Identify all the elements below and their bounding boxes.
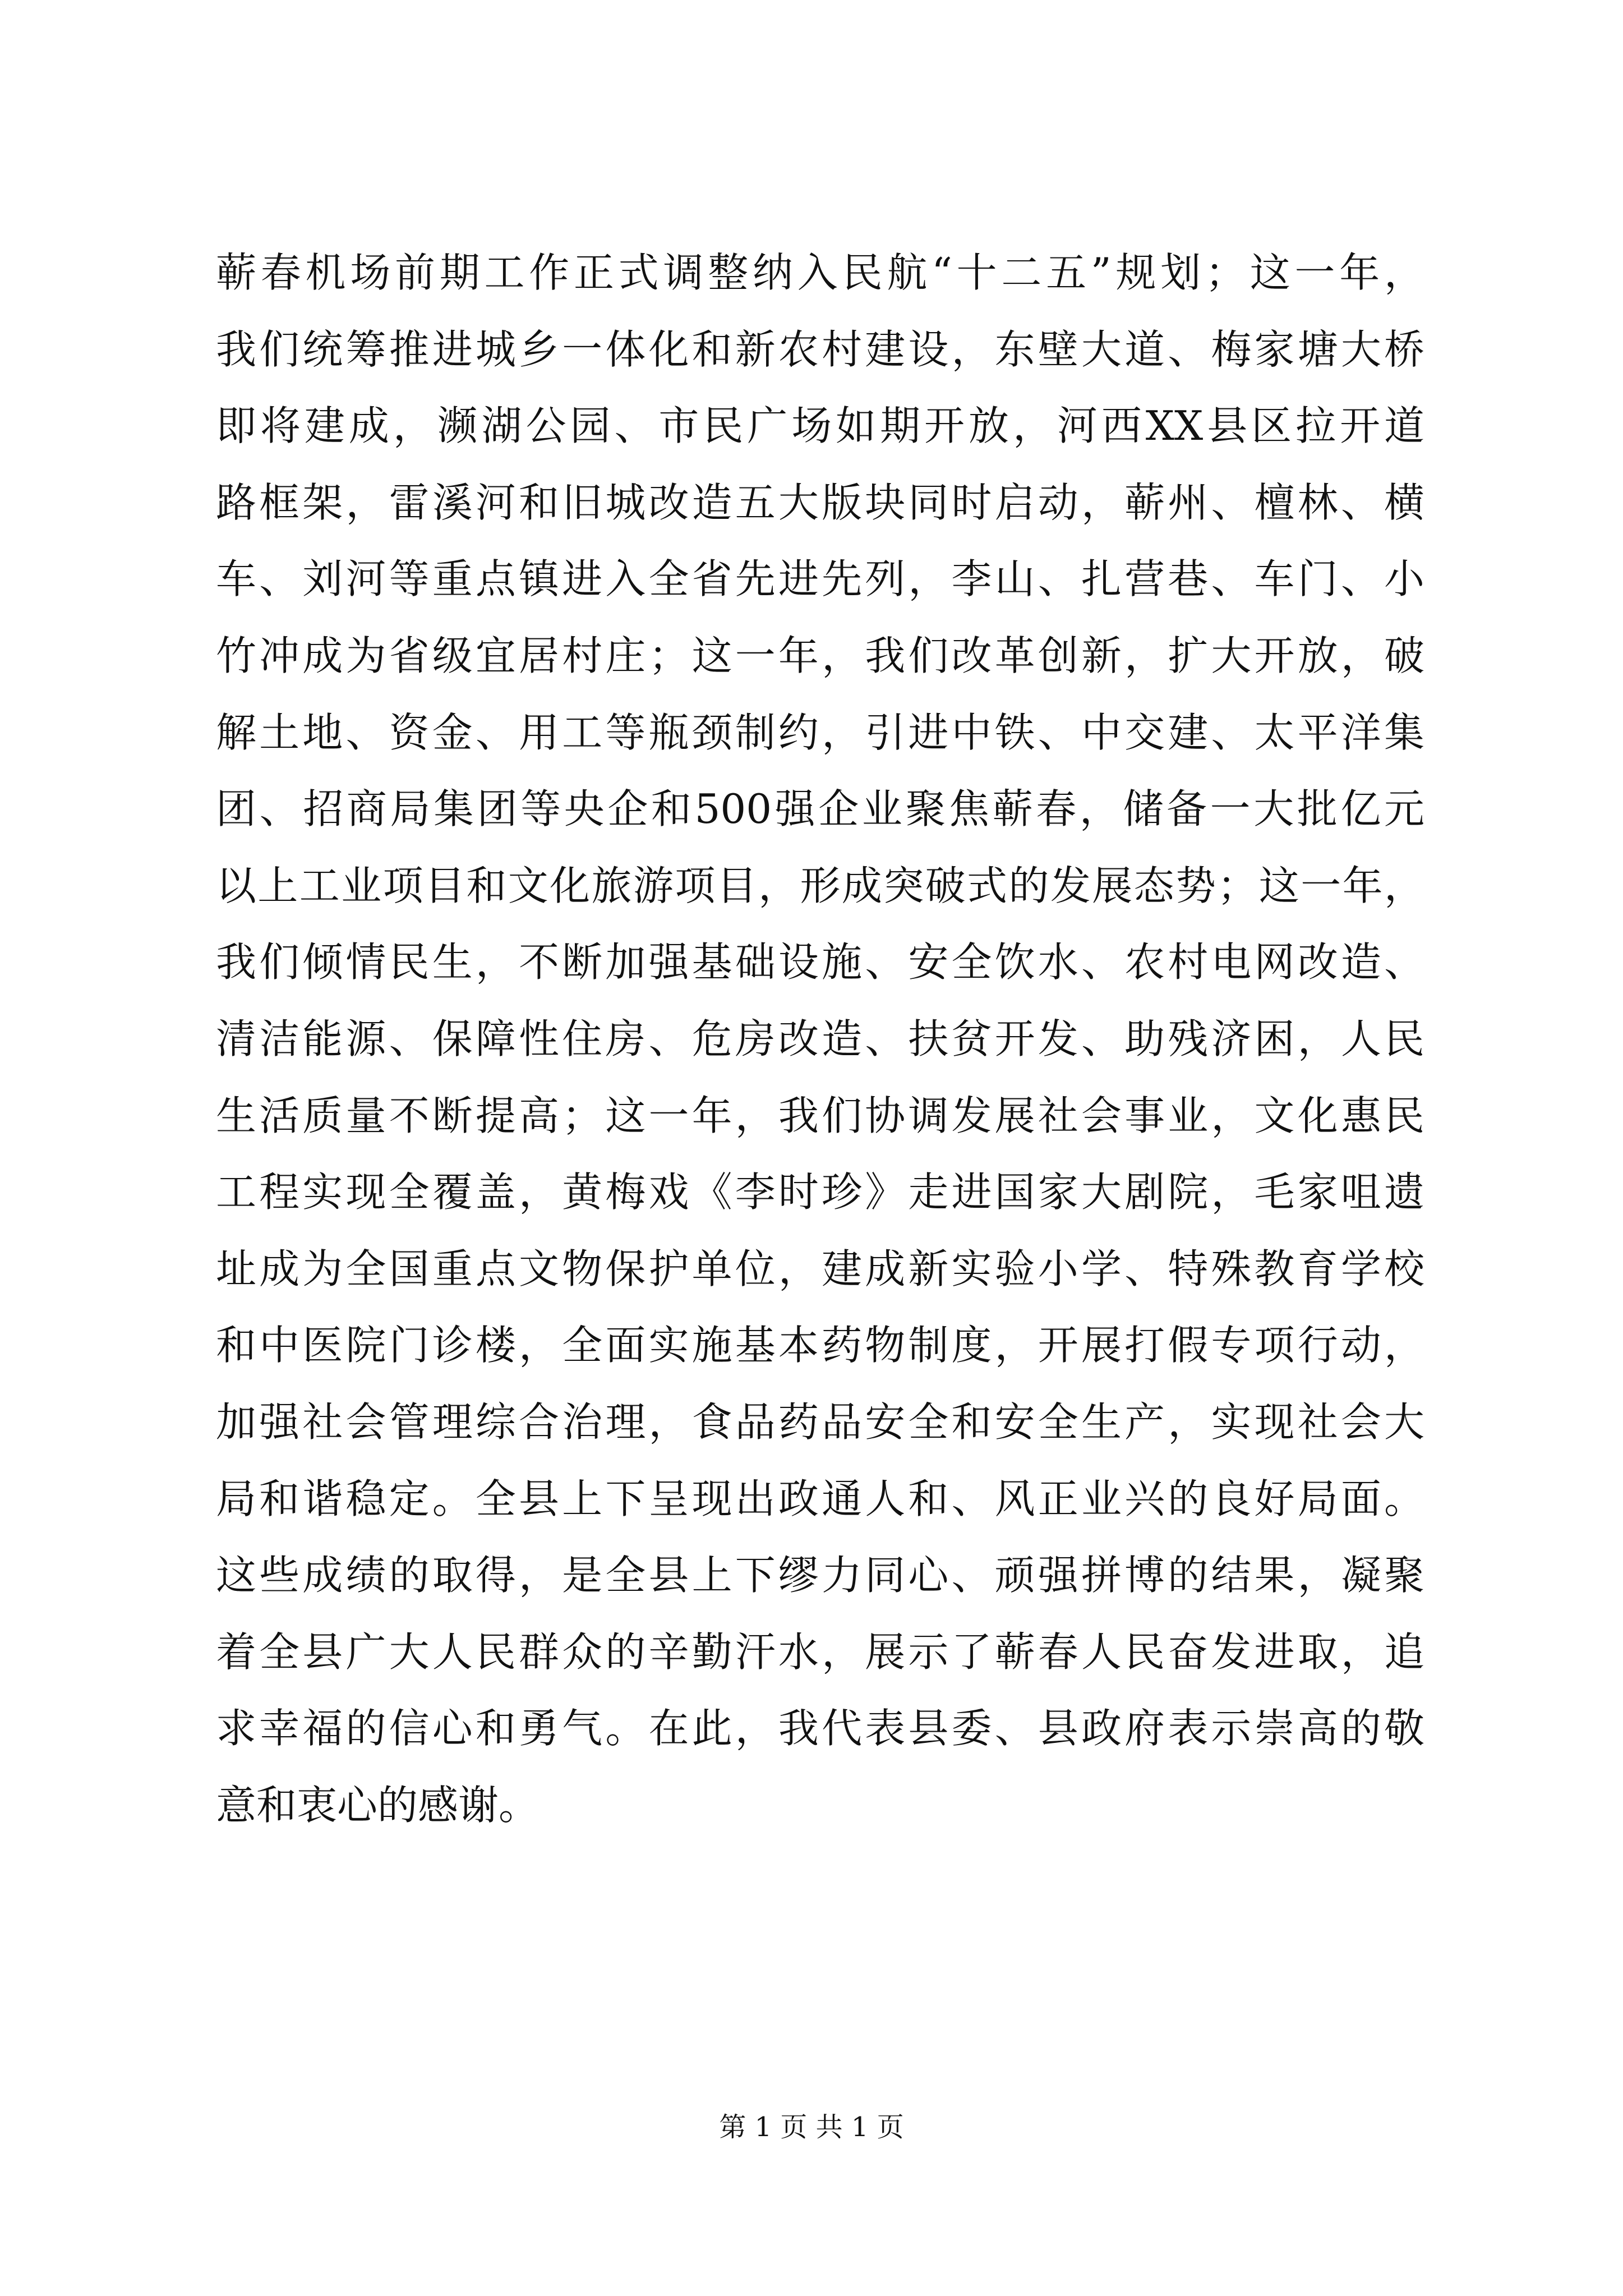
text-line: 和中医院门诊楼，全面实施基本药物制度，开展打假专项行动，: [216, 1322, 1424, 1369]
text-line: 路框架，雷溪河和旧城改造五大版块同时启动，蕲州、檀林、横: [216, 478, 1424, 526]
text-line: 我们统筹推进城乡一体化和新农村建设，东壁大道、梅家塘大桥: [216, 325, 1424, 373]
text-line: 蕲春机场前期工作正式调整纳入民航“十二五”规划；这一年，: [216, 249, 1424, 296]
text-line: 即将建成，濒湖公园、市民广场如期开放，河西XX县区拉开道: [216, 402, 1424, 450]
text-line: 团、招商局集团等央企和500强企业聚焦蕲春，储备一大批亿元: [216, 785, 1424, 833]
text-line: 清洁能源、保障性住房、危房改造、扶贫开发、助残济困，人民: [216, 1015, 1424, 1062]
text-line: 工程实现全覆盖，黄梅戏《李时珍》走进国家大剧院，毛家咀遗: [216, 1168, 1424, 1216]
text-line: 加强社会管理综合治理，食品药品安全和安全生产，实现社会大: [216, 1398, 1424, 1446]
text-line: 车、刘河等重点镇进入全省先进先列，李山、扎营巷、车门、小: [216, 555, 1424, 603]
text-line: 生活质量不断提高；这一年，我们协调发展社会事业，文化惠民: [216, 1092, 1424, 1139]
body-paragraph: [216, 234, 1424, 1843]
text-line: 局和谐稳定。全县上下呈现出政通人和、风正业兴的良好局面。: [216, 1475, 1424, 1522]
text-line: 我们倾情民生，不断加强基础设施、安全饮水、农村电网改造、: [216, 938, 1424, 986]
text-line-last: 意和衷心的感谢。: [216, 1781, 540, 1829]
text-line: 着全县广大人民群众的辛勤汗水，展示了蕲春人民奋发进取，追: [216, 1628, 1424, 1676]
text-line: 求幸福的信心和勇气。在此，我代表县委、县政府表示崇高的敬: [216, 1705, 1424, 1752]
text-line: 解土地、资金、用工等瓶颈制约，引进中铁、中交建、太平洋集: [216, 708, 1424, 756]
text-line: 址成为全国重点文物保护单位，建成新实验小学、特殊教育学校: [216, 1245, 1424, 1292]
text-line: 以上工业项目和文化旅游项目，形成突破式的发展态势；这一年，: [216, 862, 1424, 909]
text-line: 这些成绩的取得，是全县上下缪力同心、顽强拼博的结果，凝聚: [216, 1552, 1424, 1599]
text-line: 竹冲成为省级宜居村庄；这一年，我们改革创新，扩大开放，破: [216, 632, 1424, 679]
page-footer: 第 1 页 共 1 页: [719, 2111, 904, 2143]
